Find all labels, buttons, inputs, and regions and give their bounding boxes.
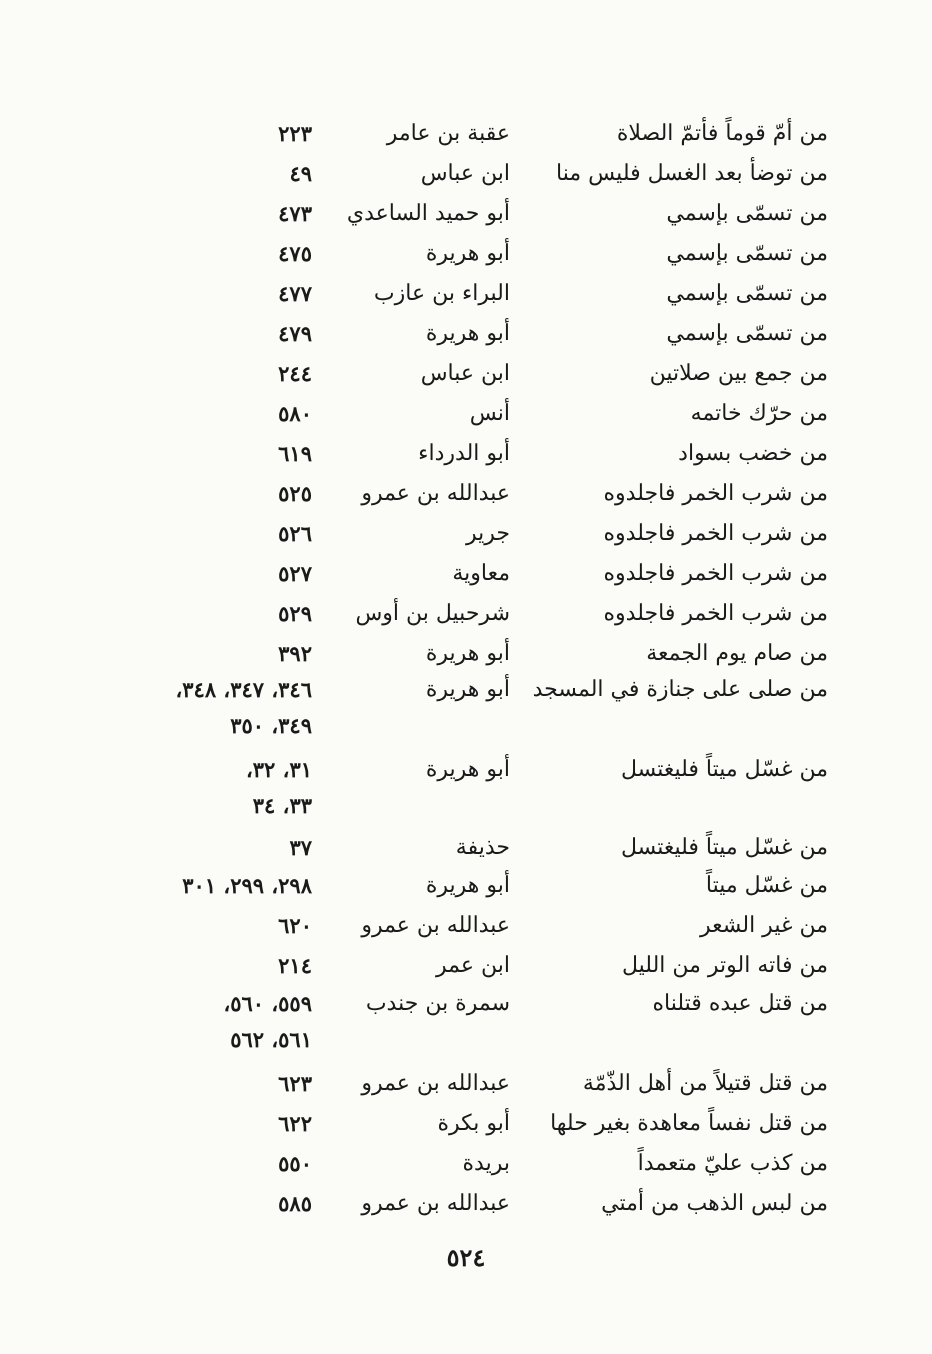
index-row: [0, 750, 932, 790]
index-row: [0, 706, 932, 746]
page-references: ٥٢٦: [278, 521, 312, 546]
index-row: [0, 1184, 932, 1224]
hadith-text: من فاته الوتر من الليل: [621, 953, 828, 978]
index-row: [0, 154, 932, 194]
hadith-text: من تسمّى بإسمي: [666, 241, 828, 266]
hadith-text: من صام يوم الجمعة: [646, 641, 828, 666]
index-row: [0, 434, 932, 474]
narrator-name: ابن عمر: [436, 953, 510, 978]
hadith-text: من غسّل ميتاً فليغتسل: [620, 757, 828, 782]
narrator-name: أبو الدرداء: [418, 441, 510, 466]
index-row: [0, 354, 932, 394]
page-references: ٥٥٠: [278, 1151, 312, 1176]
narrator-name: أبو هريرة: [425, 641, 510, 666]
narrator-name: البراء بن عازب: [373, 281, 510, 306]
index-row: [0, 1064, 932, 1104]
hadith-text: من لبس الذهب من أمتي: [601, 1191, 828, 1216]
hadith-text: من شرب الخمر فاجلدوه: [603, 601, 828, 626]
page-references: ٣٧: [289, 835, 312, 860]
index-row: [0, 114, 932, 154]
index-row: [0, 514, 932, 554]
hadith-text: من تسمّى بإسمي: [666, 281, 828, 306]
narrator-name: عبدالله بن عمرو: [361, 1071, 510, 1096]
index-row: [0, 906, 932, 946]
hadith-text: من صلى على جنازة في المسجد: [532, 677, 828, 702]
page-references: ٤٧٧: [278, 281, 312, 306]
narrator-name: حذيفة: [455, 835, 510, 860]
hadith-text: من جمع بين صلاتين: [649, 361, 828, 386]
index-row: [0, 234, 932, 274]
hadith-text: من شرب الخمر فاجلدوه: [603, 481, 828, 506]
page-references: ٢١٤: [278, 953, 312, 978]
index-row: [0, 554, 932, 594]
hadith-text: من قتل عبده قتلناه: [652, 991, 828, 1016]
index-row: [0, 670, 932, 710]
page-references: ٣٤٩، ٣٥٠: [230, 713, 312, 738]
narrator-name: أبو هريرة: [425, 873, 510, 898]
narrator-name: أبو بكرة: [437, 1111, 510, 1136]
page-references: ٤٧٩: [278, 321, 312, 346]
hadith-text: من كذب عليّ متعمداً: [637, 1151, 828, 1176]
index-row: [0, 474, 932, 514]
narrator-name: أبو هريرة: [425, 321, 510, 346]
page-references: ٥٢٥: [278, 481, 312, 506]
narrator-name: ابن عباس: [420, 361, 510, 386]
page-references: ٤٧٥: [278, 241, 312, 266]
hadith-text: من أمّ قوماً فأتمّ الصلاة: [616, 121, 828, 146]
page-references: ٢٤٤: [278, 361, 312, 386]
page-references: ٤٩: [289, 161, 312, 186]
index-row: [0, 274, 932, 314]
index-row: [0, 594, 932, 634]
page-references: ٦٢٢: [278, 1111, 312, 1136]
hadith-text: من حرّك خاتمه: [690, 401, 828, 426]
hadith-text: من غسّل ميتاً فليغتسل: [620, 835, 828, 860]
index-row: [0, 946, 932, 986]
page-references: ٦٢٠: [278, 913, 312, 938]
narrator-name: معاوية: [452, 561, 510, 586]
narrator-name: عبدالله بن عمرو: [361, 913, 510, 938]
page-number: ٥٢٤: [446, 1243, 486, 1272]
hadith-text: من شرب الخمر فاجلدوه: [603, 521, 828, 546]
narrator-name: سمرة بن جندب: [365, 991, 510, 1016]
narrator-name: عبدالله بن عمرو: [361, 481, 510, 506]
page-references: ٢٢٣: [278, 121, 312, 146]
narrator-name: أبو هريرة: [425, 677, 510, 702]
hadith-text: من قتل نفساً معاهدة بغير حلها: [550, 1111, 828, 1136]
index-row: [0, 394, 932, 434]
page-references: ٥٦١، ٥٦٢: [230, 1027, 312, 1052]
narrator-name: ابن عباس: [420, 161, 510, 186]
index-row: [0, 786, 932, 826]
hadith-text: من تسمّى بإسمي: [666, 321, 828, 346]
narrator-name: شرحبيل بن أوس: [355, 601, 510, 626]
narrator-name: أنس: [469, 401, 510, 426]
index-row: [0, 1144, 932, 1184]
index-row: [0, 984, 932, 1024]
page-references: ٣٣، ٣٤: [252, 793, 312, 818]
page-references: ٥٢٩: [278, 601, 312, 626]
hadith-text: من شرب الخمر فاجلدوه: [603, 561, 828, 586]
page-references: ٥٢٧: [278, 561, 312, 586]
narrator-name: أبو هريرة: [425, 241, 510, 266]
page-references: ٤٧٣: [278, 201, 312, 226]
hadith-text: من تسمّى بإسمي: [666, 201, 828, 226]
page-references: ٢٩٨، ٢٩٩، ٣٠١: [182, 873, 312, 898]
page-references: ٥٥٩، ٥٦٠،: [223, 991, 312, 1016]
page-references: ٣١، ٣٢،: [246, 757, 312, 782]
index-row: [0, 1104, 932, 1144]
page-references: ٦١٩: [278, 441, 312, 466]
narrator-name: بريدة: [462, 1151, 510, 1176]
page-references: ٣٩٢: [278, 641, 312, 666]
page-references: ٣٤٦، ٣٤٧، ٣٤٨،: [175, 677, 312, 702]
hadith-text: من غير الشعر: [700, 913, 828, 938]
index-row: [0, 314, 932, 354]
hadith-text: من خضب بسواد: [678, 441, 828, 466]
index-row: [0, 634, 932, 674]
narrator-name: أبو هريرة: [425, 757, 510, 782]
hadith-text: من غسّل ميتاً: [705, 873, 828, 898]
index-row: [0, 194, 932, 234]
narrator-name: جرير: [466, 521, 510, 546]
hadith-text: من توضأ بعد الغسل فليس منا: [556, 161, 828, 186]
narrator-name: عبدالله بن عمرو: [361, 1191, 510, 1216]
page-references: ٦٢٣: [278, 1071, 312, 1096]
hadith-text: من قتل قتيلاً من أهل الذّمّة: [582, 1071, 828, 1096]
index-row: [0, 866, 932, 906]
narrator-name: أبو حميد الساعدي: [346, 201, 510, 226]
index-row: [0, 1020, 932, 1060]
page-references: ٥٨٠: [278, 401, 312, 426]
narrator-name: عقبة بن عامر: [386, 121, 510, 146]
index-row: [0, 828, 932, 868]
page-references: ٥٨٥: [278, 1191, 312, 1216]
